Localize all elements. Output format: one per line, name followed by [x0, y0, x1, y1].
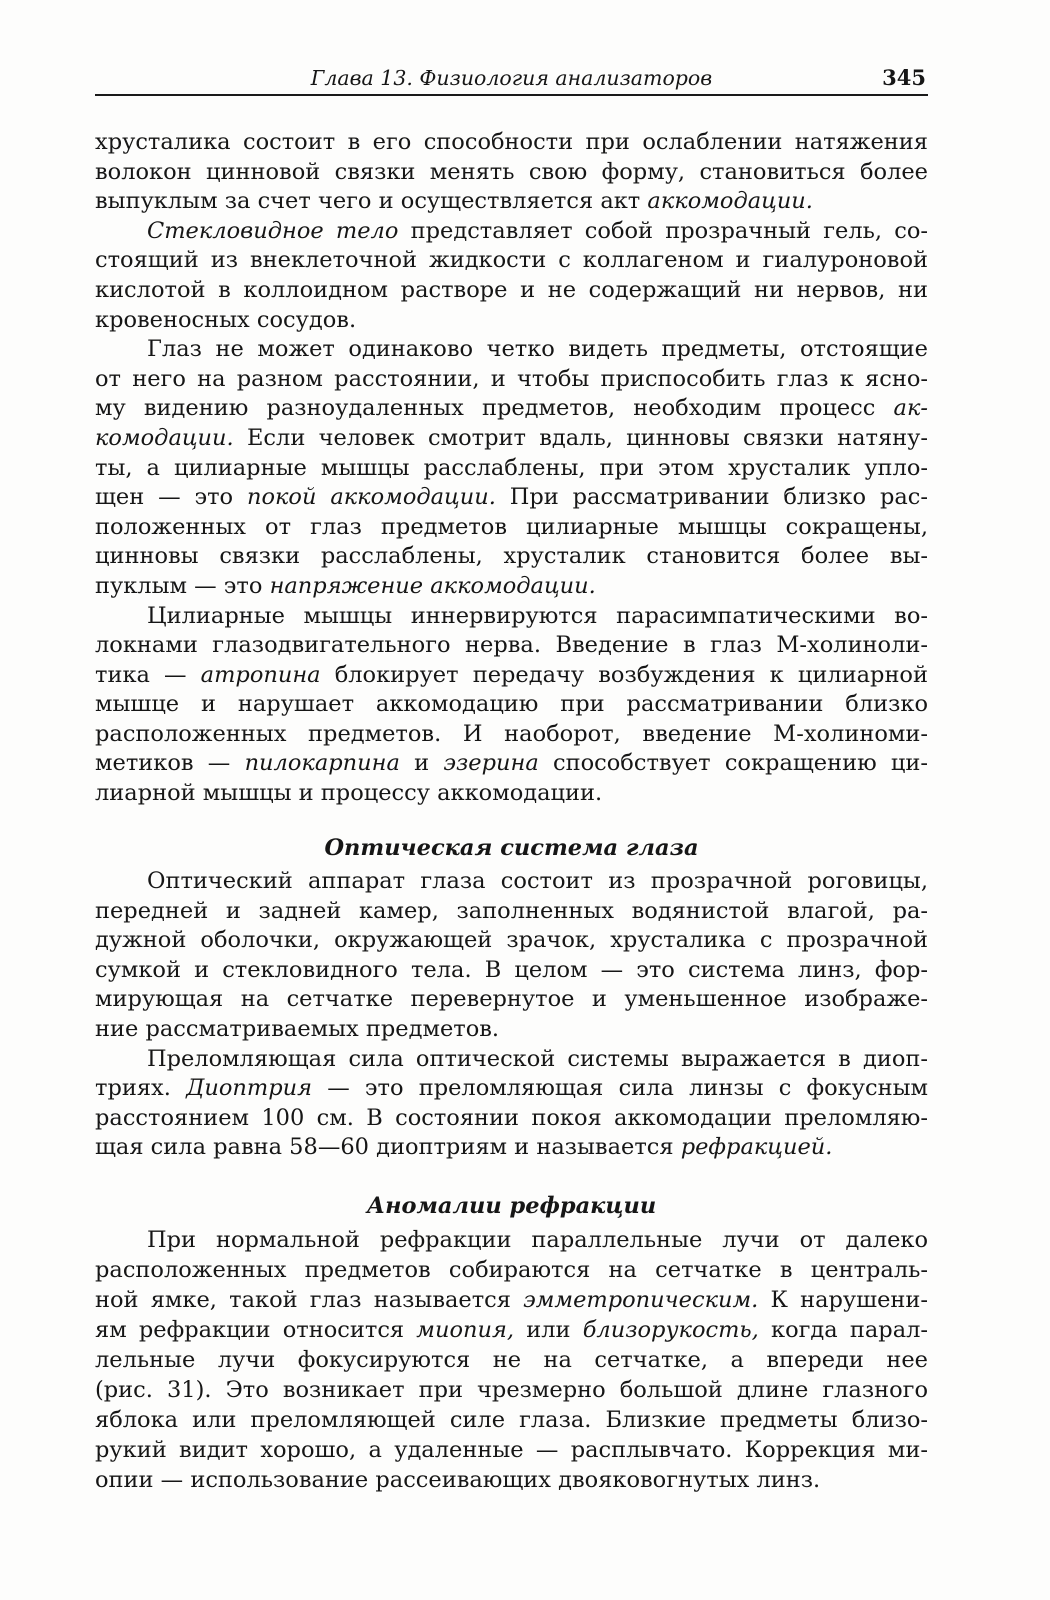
- section-heading: Оптическая система глаза: [324, 835, 699, 861]
- line-text: расположенных предметов. И наоборот, введение М-холиноми-: [95, 720, 928, 747]
- text-line: [95, 335, 928, 365]
- text-line: [95, 661, 928, 691]
- text-line: [95, 454, 928, 484]
- line-text: передней и задней камер, заполненных водянистой влагой, ра-: [95, 897, 928, 924]
- running-head: [95, 64, 928, 92]
- line-text: хрусталика состоит в его способности при ослаблении натяжения: [95, 129, 928, 155]
- text-line: [95, 1375, 928, 1405]
- text-line: [95, 1465, 928, 1495]
- line-text: Если человек смотрит вдаль, цинновы связки натяну-: [233, 424, 928, 451]
- paragraph: [95, 335, 928, 601]
- text-line: [95, 1225, 928, 1255]
- line-text: тика —: [95, 661, 201, 688]
- italic-term: напряжение аккомодации.: [269, 572, 596, 599]
- running-title: Глава 13. Физиология анализаторов: [310, 66, 713, 90]
- paragraph: [95, 1045, 928, 1163]
- line-text: дужной оболочки, окружающей зрачок, хрусталика с прозрачной: [95, 927, 928, 954]
- page-number: 345: [882, 65, 926, 90]
- text-line: [95, 483, 928, 513]
- line-text: представляет собой прозрачный гель, со-: [398, 217, 928, 244]
- text-line: [95, 424, 928, 454]
- text-line: [95, 749, 928, 779]
- line-text: когда парал-: [758, 1316, 928, 1343]
- paragraph: [95, 1225, 928, 1495]
- line-text: яблока или преломляющей силе глаза. Близкие предметы близо-: [95, 1406, 928, 1433]
- paragraph: [95, 128, 928, 217]
- line-text: мирующая на сетчатке перевернутое и уменьшенное изображе-: [95, 986, 928, 1013]
- line-text: мышце и нарушает аккомодацию при рассматривании близко: [95, 691, 928, 718]
- text-line: [95, 276, 928, 306]
- text-line: [95, 690, 928, 720]
- header-rule: [95, 94, 928, 96]
- line-text: При рассматривании близко рас-: [495, 484, 928, 511]
- text-line: [95, 602, 928, 632]
- paragraph: [95, 602, 928, 809]
- text-line: [95, 720, 928, 750]
- line-text: ние рассматриваемых предметов.: [95, 1015, 500, 1042]
- italic-term: эмметропическим.: [523, 1286, 759, 1313]
- line-text: ной ямке, такой глаз называется: [95, 1286, 524, 1313]
- text-line: [95, 513, 928, 543]
- section-heading: Аномалии рефракции: [366, 1193, 657, 1219]
- text-line: [95, 956, 928, 986]
- line-text: К нарушени-: [758, 1286, 928, 1313]
- italic-term: комодации.: [95, 424, 234, 451]
- text-line: [95, 217, 928, 247]
- italic-term: миопия,: [416, 1316, 515, 1343]
- italic-term: атропина: [200, 661, 321, 688]
- line-text: щая сила равна 58—60 диоптриям и называется: [95, 1134, 681, 1161]
- line-text: блокирует передачу возбуждения к цилиарной: [320, 661, 928, 688]
- italic-term: Стекловидное тело: [147, 217, 399, 244]
- italic-term: покой аккомодации.: [246, 484, 496, 511]
- line-text: расположенных предметов собираются на сетчатке в централь-: [95, 1256, 928, 1283]
- text-line: [95, 187, 928, 217]
- text-line: [95, 542, 928, 572]
- text-line: [95, 128, 928, 158]
- line-text: Цилиарные мышцы иннервируются парасимпатическими во-: [147, 602, 928, 629]
- text-line: [95, 867, 928, 897]
- line-text: цинновы связки расслаблены, хрусталик становится более вы-: [95, 543, 928, 570]
- text-line: [95, 1104, 928, 1134]
- line-text: рукий видит хорошо, а удаленные — расплывчато. Коррекция ми-: [95, 1436, 928, 1463]
- text-line: [95, 572, 928, 602]
- line-text: кровеносных сосудов.: [95, 306, 357, 333]
- line-text: выпуклым за счет чего и осуществляется акт: [95, 188, 648, 215]
- text-line: [95, 1435, 928, 1465]
- text-line: [95, 779, 928, 809]
- line-text: положенных от глаз предметов цилиарные мышцы сокращены,: [95, 513, 928, 540]
- line-text: и: [399, 750, 444, 777]
- line-text: способствует сокращению ци-: [538, 750, 928, 777]
- text-line: [95, 926, 928, 956]
- text-line: [95, 306, 928, 336]
- body-section-optical-system: [95, 834, 928, 1163]
- italic-term: Диоптрия: [186, 1075, 313, 1102]
- body-section-accommodation: [95, 128, 928, 809]
- line-text: от него на разном расстоянии, и чтобы приспособить глаз к ясно-: [95, 365, 928, 392]
- text-line: [95, 897, 928, 927]
- body-section-refraction-anomalies: [95, 1192, 928, 1495]
- text-line: [95, 158, 928, 188]
- line-text: ты, а цилиарные мышцы расслаблены, при этом хрусталик упло-: [95, 454, 928, 481]
- text-line: [95, 1345, 928, 1375]
- text-line: [95, 985, 928, 1015]
- line-text: лельные лучи фокусируются не на сетчатке, а впереди нее: [95, 1346, 928, 1373]
- line-text: метиков —: [95, 750, 245, 777]
- line-text: или: [514, 1316, 583, 1343]
- text-line: [95, 1315, 928, 1345]
- text-line: [95, 1405, 928, 1435]
- line-text: волокон цинновой связки менять свою форму, становиться более: [95, 158, 928, 185]
- text-line: [95, 1133, 928, 1163]
- text-line: [95, 1285, 928, 1315]
- text-line: [95, 1074, 928, 1104]
- italic-term: эзерина: [443, 750, 539, 777]
- italic-term: близорукость,: [582, 1316, 759, 1343]
- line-text: щен — это: [95, 484, 247, 511]
- line-text: Оптический аппарат глаза состоит из прозрачной роговицы,: [147, 867, 928, 894]
- line-text: Преломляющая сила оптической системы выражается в диоп-: [147, 1045, 928, 1072]
- text-line: [95, 1015, 928, 1045]
- line-text: му видению разноудаленных предметов, необходим процесс: [95, 395, 894, 422]
- line-text: стоящий из внеклеточной жидкости с коллагеном и гиалуроновой: [95, 247, 928, 274]
- line-text: сумкой и стекловидного тела. В целом — это система линз, фор-: [95, 956, 928, 983]
- text-line: [95, 631, 928, 661]
- line-text: — это преломляющая сила линзы с фокусным: [312, 1075, 928, 1102]
- line-text: лиарной мышцы и процессу аккомодации.: [95, 780, 603, 807]
- text-line: [95, 365, 928, 395]
- italic-term: аккомодации.: [647, 188, 813, 215]
- text-line: [95, 246, 928, 276]
- text-line: [95, 1045, 928, 1075]
- line-text: Глаз не может одинаково четко видеть предметы, отстоящие: [147, 336, 928, 363]
- line-text: триях.: [95, 1075, 187, 1102]
- italic-term: рефракцией.: [680, 1134, 833, 1161]
- line-text: (рис. 31). Это возникает при чрезмерно большой длине глазного: [95, 1376, 928, 1403]
- italic-term: пилокарпина: [244, 750, 400, 777]
- line-text: пуклым — это: [95, 572, 270, 599]
- line-text: ям рефракции относится: [95, 1316, 417, 1343]
- line-text: опии — использование рассеивающих двояковогнутых линз.: [95, 1466, 821, 1493]
- text-line: [95, 394, 928, 424]
- paragraph: [95, 217, 928, 335]
- line-text: расстоянием 100 см. В состоянии покоя аккомодации преломляю-: [95, 1104, 928, 1131]
- line-text: кислотой в коллоидном растворе и не содержащий ни нервов, ни: [95, 276, 928, 303]
- line-text: локнами глазодвигательного нерва. Введение в глаз М-холиноли-: [95, 632, 928, 659]
- paragraph: [95, 867, 928, 1045]
- line-text: При нормальной рефракции параллельные лучи от далеко: [147, 1226, 928, 1253]
- text-line: [95, 1255, 928, 1285]
- italic-term: ак-: [893, 395, 928, 422]
